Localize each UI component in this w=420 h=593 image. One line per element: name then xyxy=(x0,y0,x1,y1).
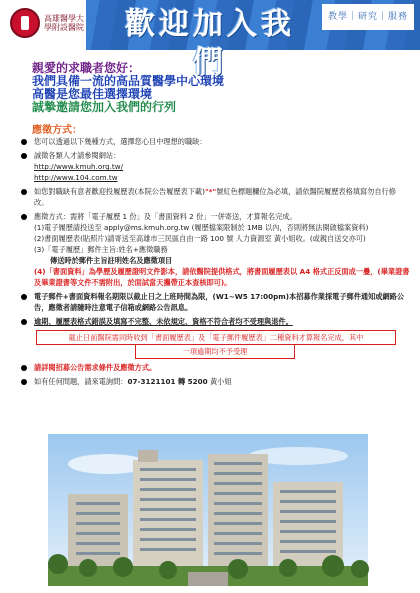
apply-heading: 應徵方式： xyxy=(32,125,82,136)
intro-block xyxy=(32,62,412,114)
hospital-building-photo xyxy=(48,434,368,586)
step-subject-note: 傳送時於郵件主旨註明姓名及應徵項目 xyxy=(50,256,173,265)
step-mail: (2)書面履歷表(貼照片)請寄送至高雄市三民區自由一路 100 號 人力資源室 黃小姐收。(或親自送交亦可) xyxy=(34,234,366,243)
item-text: 您可以透過以下幾種方式，選擇您心目中理想的職缺： xyxy=(34,137,207,146)
104-website-link[interactable]: http://www.104.com.tw xyxy=(34,173,118,182)
bullet-icon xyxy=(21,214,27,220)
bullet-icon xyxy=(21,379,27,385)
item-text: 應徵方式：需將「電子履歷 1 份」及「書面資料 2 份」一併寄送，才算報名完成。 xyxy=(34,212,297,221)
resume-download-link[interactable]: 如您對職缺有意者歡迎投履歷表(本院公告履歷表下載) xyxy=(34,187,205,196)
read-notice: 請詳閱招募公告需求條件及應徵方式。 xyxy=(34,363,157,372)
intro-greeting: 親愛的求職者您好： xyxy=(32,61,141,75)
deadline-warning-box-2 xyxy=(135,345,295,359)
hospital-logo xyxy=(0,0,86,50)
step-email: (1)電子履歷請投送至 apply@ms.kmuh.org.tw (履歷檔案限制於 1MB 以內，否則將無法開啟檔案資料) xyxy=(34,223,369,232)
page-title: 歡迎加入我們 xyxy=(125,7,295,80)
bullet-icon xyxy=(21,365,27,371)
list-item xyxy=(20,186,410,208)
contact-text: 如有任何問題，請來電詢問： xyxy=(34,377,128,386)
bullet-icon xyxy=(21,139,27,145)
item-text: 誠徵各類人才請參閱網站： xyxy=(34,151,121,160)
step-paper-note: (畢業證書及畢業證書等文件不需附出，於面試當天攜帶正本查核即可)。 xyxy=(34,267,410,287)
list-item xyxy=(20,136,410,147)
warning-line: 一項逾期均不予受理 xyxy=(182,347,248,356)
list-item xyxy=(20,150,410,183)
step-paper: (4)「書面資料」為學歷及履歷證明文件影本，請依醫院提供格式，將書面履歷表以 A4 格式正反面成一疊， xyxy=(34,267,378,276)
apply-list xyxy=(20,136,410,390)
intro-line-environment: 我們具備一流的高品質醫學中心環境 xyxy=(32,74,225,88)
notification-text: 本招募作業採電子郵件通知或網路公告，應徵者請隨時注意電子信箱或網路公告訊息。 xyxy=(34,292,405,312)
item-text: 號紅色標題欄位為必填，請依醫院履歷表格填寫勿自行修改。 xyxy=(34,187,396,207)
bullet-icon xyxy=(21,189,27,195)
hospital-emblem-icon xyxy=(10,8,40,38)
list-item xyxy=(20,362,410,373)
contact-person: 黃小姐 xyxy=(207,377,232,386)
step-subject: (3)「電子履歷」郵件主旨:姓名+應徵職務 xyxy=(34,245,168,254)
contact-phone: 07-3121101 轉 5200 xyxy=(127,377,208,386)
kmuh-website-link[interactable]: http://www.kmuh.org.tw/ xyxy=(34,162,124,171)
deadline-time: (W1~W5 17:00pm) xyxy=(212,292,289,301)
header-tagline: 教學｜研究｜服務 xyxy=(322,4,414,30)
deadline-warning-box xyxy=(36,330,396,345)
bullet-icon xyxy=(21,153,27,159)
list-item xyxy=(20,211,410,288)
bullet-icon xyxy=(21,319,27,325)
logo-text: 高雄醫學大學附設醫院 xyxy=(44,14,84,32)
rejection-notice: 逾期、履歷表格式錯誤及填寫不完整、未依規定、資格不符合者均不受理與退件。 xyxy=(34,317,293,326)
deadline-text: 電子郵件+書面資料報名期限以截止日之上班時間為限， xyxy=(34,292,213,301)
required-mark: "*" xyxy=(204,187,217,196)
list-item xyxy=(20,291,410,313)
warning-line: 截止日前醫院需同時收到「書面履歷表」及「電子郵件履歷表」二種資料才算報名完成，其中 xyxy=(68,333,364,342)
intro-line-invite: 誠摯邀請您加入我們的行列 xyxy=(32,100,177,114)
list-item xyxy=(20,376,410,387)
bullet-icon xyxy=(21,294,27,300)
intro-line-choice: 高醫是您最佳選擇環境 xyxy=(32,87,153,101)
list-item xyxy=(20,316,410,327)
